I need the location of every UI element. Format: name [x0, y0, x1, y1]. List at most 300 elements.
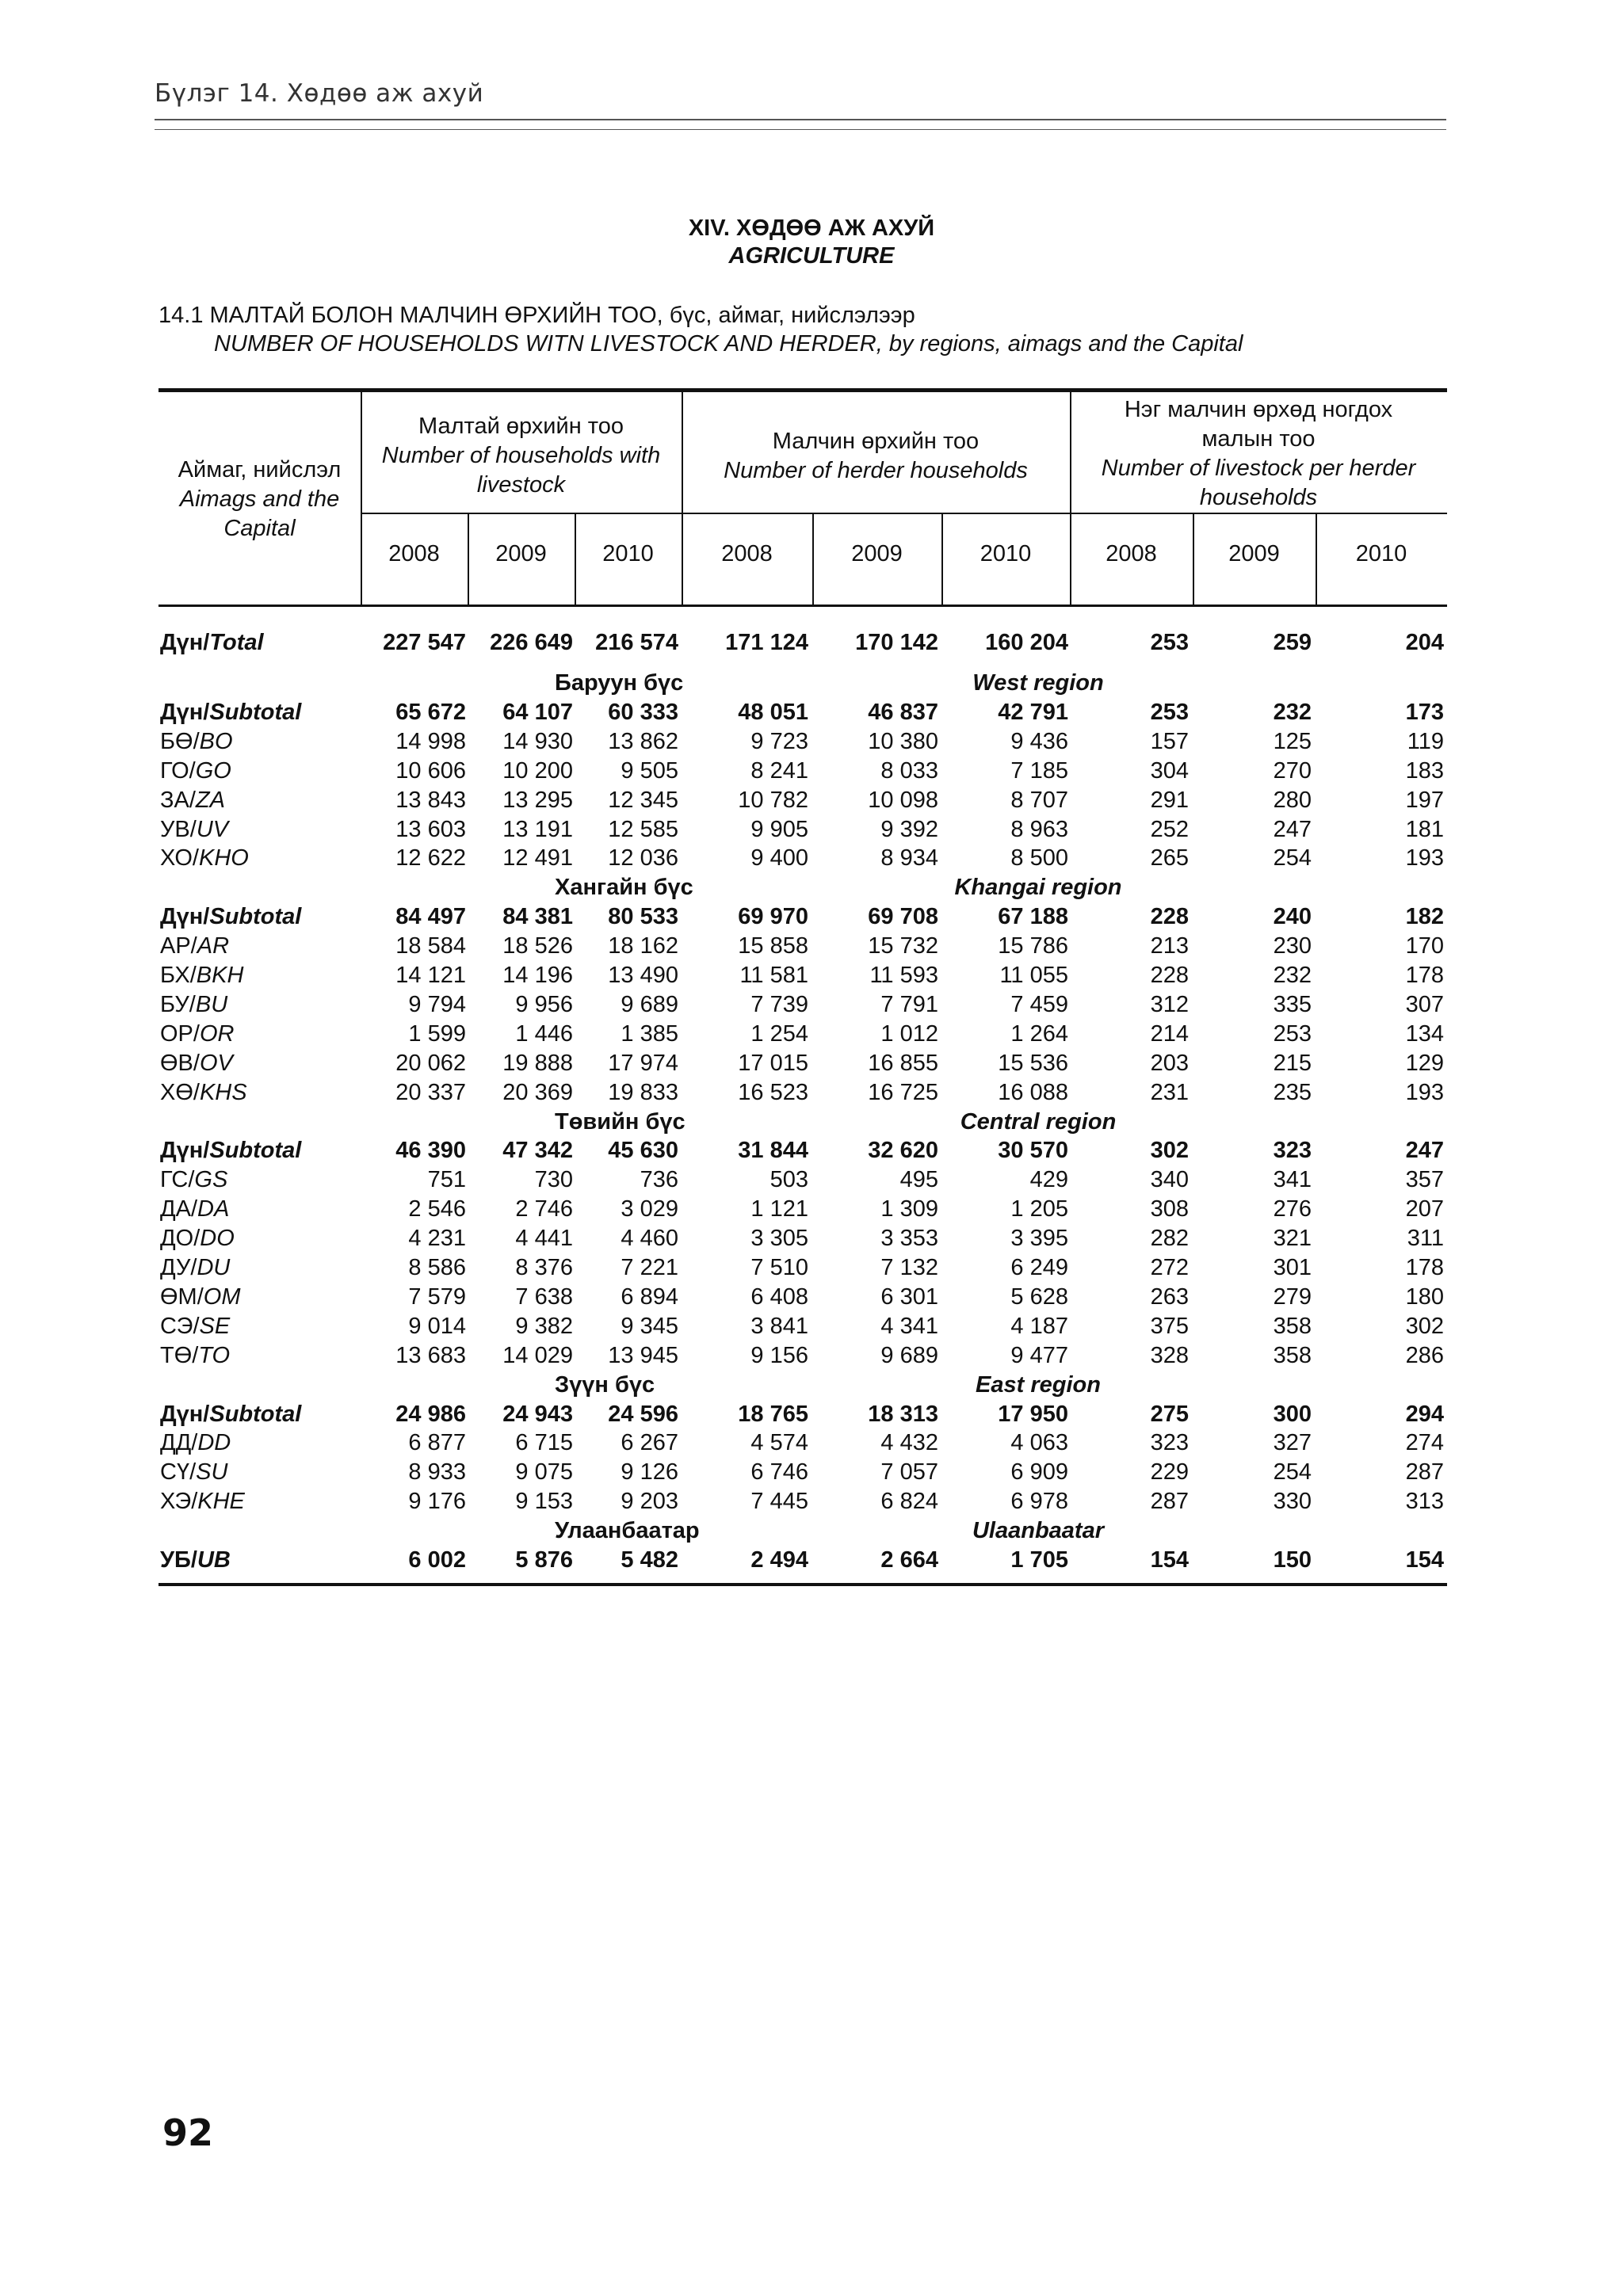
- table-cell: 9 203: [621, 1489, 678, 1515]
- table-cell: 12 345: [608, 787, 678, 813]
- table-cell: 6 877: [408, 1430, 466, 1456]
- table-cell: 30 570: [998, 1138, 1068, 1164]
- row-label: ТӨ/TO: [160, 1342, 231, 1368]
- table-cell: 330: [1273, 1489, 1312, 1515]
- table-cell: 240: [1273, 904, 1312, 930]
- table-cell: 228: [1150, 963, 1189, 988]
- year-header: 2008: [721, 541, 773, 566]
- row-label: ОР/OR: [160, 1020, 235, 1047]
- table-cell: 358: [1273, 1313, 1312, 1339]
- table-row: [158, 1021, 1447, 1051]
- table-row: [158, 1284, 1447, 1314]
- table-cell: 16 088: [998, 1079, 1068, 1105]
- subtotal-row: [158, 904, 1447, 933]
- table-cell: 7 459: [1010, 991, 1068, 1017]
- stub-header: Аймаг, нийслэл Aimags and the Capital: [178, 457, 342, 541]
- row-label: ӨМ/OM: [160, 1283, 241, 1310]
- row-label: Дүн/Subtotal: [160, 1138, 302, 1164]
- region-heading-en: West region: [972, 670, 1104, 696]
- table-row: [158, 992, 1447, 1021]
- table-cell: 9 176: [408, 1489, 466, 1515]
- table-cell: 20 337: [395, 1079, 466, 1105]
- region-heading-en: Ulaanbaatar: [972, 1518, 1104, 1544]
- table-cell: 157: [1150, 728, 1189, 754]
- table-cell: 9 794: [408, 991, 466, 1017]
- table-cell: 15 536: [998, 1050, 1068, 1076]
- table-cell: 247: [1405, 1138, 1444, 1164]
- row-label: ДД/DD: [160, 1430, 231, 1456]
- year-header: 2008: [388, 541, 440, 566]
- table-cell: 18 526: [502, 933, 573, 959]
- table-cell: 24 986: [395, 1401, 466, 1427]
- table-cell: 253: [1150, 630, 1189, 655]
- table-cell: 14 998: [395, 728, 466, 754]
- table-cell: 230: [1273, 933, 1312, 959]
- table-cell: 17 950: [998, 1401, 1068, 1427]
- table-cell: 19 888: [502, 1050, 573, 1076]
- table-cell: 6 267: [621, 1430, 678, 1456]
- table-cell: 10 098: [868, 787, 938, 813]
- table-cell: 272: [1150, 1255, 1189, 1280]
- table-cell: 6 746: [750, 1459, 808, 1486]
- table-cell: 216 574: [595, 630, 678, 655]
- table-cell: 6 978: [1010, 1489, 1068, 1515]
- table-cell: 13 490: [608, 963, 678, 988]
- table-cell: 232: [1273, 963, 1312, 988]
- table-cell: 10 200: [502, 757, 573, 784]
- table-cell: 340: [1150, 1167, 1189, 1193]
- table-cell: 7 739: [750, 991, 808, 1017]
- section-title-mn: XIV. ХӨДӨӨ АЖ АХУЙ: [688, 215, 935, 241]
- subtotal-row: [158, 1402, 1447, 1431]
- table-cell: 4 187: [1010, 1313, 1068, 1339]
- table-cell: 154: [1405, 1547, 1444, 1573]
- row-label: Дүн/Subtotal: [160, 904, 302, 930]
- table-cell: 197: [1405, 787, 1444, 813]
- table-cell: 1 309: [880, 1196, 938, 1222]
- table-cell: 129: [1405, 1050, 1444, 1076]
- table-cell: 503: [769, 1167, 808, 1193]
- table-cell: 226 649: [490, 630, 573, 655]
- table-cell: 6 894: [621, 1283, 678, 1310]
- table-cell: 263: [1150, 1283, 1189, 1310]
- table-cell: 9 956: [515, 991, 573, 1017]
- row-label: УВ/UV: [160, 816, 229, 842]
- table-cell: 182: [1405, 904, 1444, 930]
- table-cell: 193: [1405, 845, 1444, 871]
- table-cell: 1 446: [515, 1020, 573, 1047]
- year-header: 2009: [495, 541, 547, 566]
- section-title-en: AGRICULTURE: [728, 243, 895, 269]
- table-row: [158, 758, 1447, 788]
- table-cell: 1 121: [750, 1196, 808, 1222]
- table-cell: 253: [1273, 1020, 1312, 1047]
- table-cell: 119: [1407, 728, 1444, 754]
- table-row: [158, 1459, 1447, 1489]
- table-cell: 301: [1273, 1255, 1312, 1280]
- table-cell: 227 547: [383, 630, 466, 655]
- table-cell: 5 628: [1010, 1283, 1068, 1310]
- table-cell: 7 791: [880, 991, 938, 1017]
- table-cell: 9 345: [621, 1313, 678, 1339]
- table-cell: 2 664: [880, 1547, 938, 1573]
- table-cell: 19 833: [608, 1079, 678, 1105]
- table-cell: 11 581: [739, 963, 808, 988]
- table-cell: 4 341: [880, 1313, 938, 1339]
- row-label: БӨ/BO: [160, 728, 233, 754]
- table-cell: 327: [1273, 1430, 1312, 1456]
- row-label: ДО/DO: [160, 1226, 235, 1252]
- table-cell: 730: [534, 1167, 573, 1193]
- table-cell: 429: [1029, 1167, 1068, 1193]
- table-cell: 254: [1273, 845, 1312, 871]
- table-cell: 7 221: [621, 1255, 678, 1280]
- group-livestock-per-herder: Нэг малчин өрхөд ногдох малын тоо Number of livestock per herder households: [1101, 397, 1416, 510]
- table-cell: 84 381: [502, 904, 573, 930]
- row-label: ХЭ/KHE: [160, 1489, 245, 1515]
- table-cell: 16 725: [868, 1079, 938, 1105]
- table-cell: 358: [1273, 1342, 1312, 1368]
- region-heading-en: Central region: [960, 1108, 1117, 1135]
- chapter-header: Бүлэг 14. Хөдөө аж ахуй: [155, 79, 484, 108]
- table-row: [158, 1080, 1447, 1109]
- table-cell: 300: [1273, 1401, 1312, 1427]
- row-label: УБ/UB: [160, 1547, 231, 1573]
- table-row: [158, 788, 1447, 817]
- group-herder-households: Малчин өрхийн тоо Number of herder households: [724, 429, 1028, 483]
- table-cell: 18 765: [738, 1401, 808, 1427]
- table-cell: 8 933: [408, 1459, 466, 1486]
- table-cell: 11 593: [869, 963, 938, 988]
- table-cell: 15 858: [738, 933, 808, 959]
- table-cell: 10 782: [738, 787, 808, 813]
- table-cell: 357: [1405, 1167, 1444, 1193]
- table-row: [158, 1430, 1447, 1459]
- table-cell: 270: [1273, 757, 1312, 784]
- table-cell: 275: [1150, 1401, 1189, 1427]
- table-cell: 6 715: [515, 1430, 573, 1456]
- table-cell: 323: [1273, 1138, 1312, 1164]
- table-cell: 1 254: [750, 1020, 808, 1047]
- table-cell: 2 746: [515, 1196, 573, 1222]
- table-cell: 9 723: [750, 728, 808, 754]
- table-cell: 1 385: [621, 1020, 678, 1047]
- table-cell: 294: [1405, 1401, 1444, 1427]
- table-cell: 31 844: [738, 1138, 808, 1164]
- table-cell: 3 353: [880, 1226, 938, 1252]
- table-cell: 181: [1405, 816, 1444, 842]
- table-cell: 178: [1405, 963, 1444, 988]
- table-cell: 3 841: [750, 1313, 808, 1339]
- table-cell: 279: [1273, 1283, 1312, 1310]
- table-cell: 20 062: [395, 1050, 466, 1076]
- row-label: Дүн/Total: [160, 630, 264, 655]
- table-cell: 45 630: [608, 1138, 678, 1164]
- table-cell: 6 002: [408, 1547, 466, 1573]
- table-cell: 265: [1150, 845, 1189, 871]
- table-cell: 13 191: [502, 816, 573, 842]
- table-cell: 304: [1150, 757, 1189, 784]
- table-cell: 67 188: [998, 904, 1068, 930]
- table-cell: 14 121: [395, 963, 466, 988]
- table-cell: 9 382: [515, 1313, 573, 1339]
- table-cell: 9 156: [750, 1342, 808, 1368]
- table-cell: 254: [1273, 1459, 1312, 1486]
- table-cell: 751: [427, 1167, 466, 1193]
- table-cell: 14 930: [502, 728, 573, 754]
- year-header: 2010: [1355, 541, 1407, 566]
- table-cell: 1 705: [1010, 1547, 1068, 1573]
- table-cell: 7 132: [880, 1255, 938, 1280]
- table-cell: 4 441: [515, 1226, 573, 1252]
- row-label: ДА/DA: [160, 1196, 230, 1222]
- table-cell: 308: [1150, 1196, 1189, 1222]
- table-title-mn: 14.1 МАЛТАЙ БОЛОН МАЛЧИН ӨРХИЙН ТОО, бүс, аймаг, нийслэлээр: [158, 303, 915, 328]
- table-cell: 48 051: [738, 699, 808, 725]
- table-cell: 15 786: [998, 933, 1068, 959]
- table-row: [158, 1314, 1447, 1343]
- table-cell: 287: [1150, 1489, 1189, 1515]
- table-cell: 9 014: [408, 1313, 466, 1339]
- row-label: ГС/GS: [160, 1167, 228, 1193]
- table-cell: 231: [1150, 1079, 1189, 1105]
- subtotal-row: [158, 700, 1447, 729]
- table-cell: 232: [1273, 699, 1312, 725]
- table-title-en: NUMBER OF HOUSEHOLDS WITN LIVESTOCK AND HERDER, by regions, aimags and the Capital: [214, 331, 1243, 357]
- year-header: 2009: [1228, 541, 1280, 566]
- region-heading-mn: Хангайн бүс: [555, 875, 693, 901]
- table-cell: 6 909: [1010, 1459, 1068, 1486]
- row-label: ХО/KHO: [160, 845, 249, 871]
- table-cell: 8 376: [515, 1255, 573, 1280]
- table-cell: 1 599: [408, 1020, 466, 1047]
- row-label: Дүн/Subtotal: [160, 699, 302, 725]
- table-cell: 18 584: [395, 933, 466, 959]
- table-cell: 6 249: [1010, 1255, 1068, 1280]
- row-label: СҮ/SU: [160, 1459, 228, 1486]
- table-cell: 13 843: [395, 787, 466, 813]
- table-cell: 229: [1150, 1459, 1189, 1486]
- table-cell: 42 791: [998, 699, 1068, 725]
- table-cell: 321: [1273, 1226, 1312, 1252]
- table-cell: 4 231: [408, 1226, 466, 1252]
- table-cell: 14 029: [502, 1342, 573, 1368]
- row-label: ХӨ/KHS: [160, 1079, 247, 1105]
- table-cell: 5 482: [621, 1547, 678, 1573]
- total-row: [158, 630, 1447, 659]
- table-cell: 12 491: [502, 845, 573, 871]
- table-row: [158, 817, 1447, 846]
- table-cell: 17 974: [608, 1050, 678, 1076]
- table-cell: 16 855: [868, 1050, 938, 1076]
- year-header: 2008: [1106, 541, 1157, 566]
- table-cell: 47 342: [502, 1138, 573, 1164]
- table-cell: 9 689: [880, 1342, 938, 1368]
- table-cell: 9 436: [1010, 728, 1068, 754]
- row-label: ӨВ/OV: [160, 1050, 233, 1076]
- table-header: [158, 388, 1447, 607]
- table-cell: 4 432: [880, 1430, 938, 1456]
- table-cell: 495: [899, 1167, 938, 1193]
- table-cell: 2 546: [408, 1196, 466, 1222]
- table-cell: 2 494: [750, 1547, 808, 1573]
- table-cell: 1 264: [1010, 1020, 1068, 1047]
- table-cell: 24 943: [502, 1401, 573, 1427]
- table-cell: 170 142: [855, 630, 938, 655]
- table-cell: 235: [1273, 1079, 1312, 1105]
- table-cell: 10 380: [868, 728, 938, 754]
- table-cell: 214: [1150, 1020, 1189, 1047]
- region-heading-mn: Төвийн бүс: [555, 1108, 685, 1135]
- page-number: 92: [162, 2111, 214, 2154]
- table-cell: 84 497: [395, 904, 466, 930]
- table-cell: 134: [1405, 1020, 1444, 1047]
- table-cell: 15 732: [868, 933, 938, 959]
- table-row: [158, 933, 1447, 963]
- table-cell: 7 510: [750, 1255, 808, 1280]
- table-cell: 12 622: [395, 845, 466, 871]
- region-heading-en: Khangai region: [954, 875, 1122, 901]
- region-heading-mn: Зүүн бүс: [555, 1371, 655, 1398]
- table-row: [158, 1343, 1447, 1372]
- table-cell: 14 196: [502, 963, 573, 988]
- table-cell: 204: [1405, 630, 1444, 655]
- table-cell: 8 586: [408, 1255, 466, 1280]
- table-row: [158, 729, 1447, 758]
- subtotal-row: [158, 1138, 1447, 1167]
- year-header: 2010: [980, 541, 1032, 566]
- table-cell: 13 862: [608, 728, 678, 754]
- table-cell: 4 460: [621, 1226, 678, 1252]
- table-cell: 9 477: [1010, 1342, 1068, 1368]
- table-cell: 253: [1150, 699, 1189, 725]
- table-row: [158, 1489, 1447, 1518]
- row-label: СЭ/SE: [160, 1313, 231, 1339]
- table-cell: 64 107: [502, 699, 573, 725]
- table-cell: 9 505: [621, 757, 678, 784]
- table-cell: 183: [1405, 757, 1444, 784]
- table-cell: 10 606: [395, 757, 466, 784]
- table-cell: 335: [1273, 991, 1312, 1017]
- table-cell: 228: [1150, 904, 1189, 930]
- table-cell: 13 603: [395, 816, 466, 842]
- table-cell: 9 075: [515, 1459, 573, 1486]
- table-cell: 60 333: [608, 699, 678, 725]
- table-cell: 215: [1273, 1050, 1312, 1076]
- table-cell: 9 905: [750, 816, 808, 842]
- table-cell: 4 574: [750, 1430, 808, 1456]
- table-cell: 9 689: [621, 991, 678, 1017]
- table-cell: 259: [1273, 630, 1312, 655]
- table-cell: 1 205: [1010, 1196, 1068, 1222]
- table-cell: 80 533: [608, 904, 678, 930]
- table-cell: 8 963: [1010, 816, 1068, 842]
- region-heading-mn: Баруун бүс: [555, 670, 684, 696]
- table-cell: 736: [640, 1167, 678, 1193]
- table-cell: 328: [1150, 1342, 1189, 1368]
- table-cell: 32 620: [868, 1138, 938, 1164]
- table-cell: 3 395: [1010, 1226, 1068, 1252]
- table-cell: 18 162: [608, 933, 678, 959]
- table-cell: 7 445: [750, 1489, 808, 1515]
- table-cell: 16 523: [738, 1079, 808, 1105]
- table-cell: 13 295: [502, 787, 573, 813]
- table-row: [158, 1196, 1447, 1226]
- table-cell: 13 945: [608, 1342, 678, 1368]
- table-cell: 13 683: [395, 1342, 466, 1368]
- table-cell: 150: [1273, 1547, 1312, 1573]
- table-cell: 9 153: [515, 1489, 573, 1515]
- table-cell: 12 036: [608, 845, 678, 871]
- table-cell: 8 500: [1010, 845, 1068, 871]
- table-cell: 247: [1273, 816, 1312, 842]
- table-cell: 69 970: [738, 904, 808, 930]
- table-cell: 280: [1273, 787, 1312, 813]
- table-cell: 282: [1150, 1226, 1189, 1252]
- table-cell: 125: [1273, 728, 1312, 754]
- table-cell: 207: [1405, 1196, 1444, 1222]
- region-heading-en: East region: [976, 1371, 1101, 1398]
- table-cell: 160 204: [985, 630, 1068, 655]
- table-cell: 6 301: [880, 1283, 938, 1310]
- table-cell: 312: [1150, 991, 1189, 1017]
- table-cell: 171 124: [725, 630, 808, 655]
- table-cell: 9 392: [880, 816, 938, 842]
- table-cell: 302: [1150, 1138, 1189, 1164]
- table-cell: 323: [1150, 1430, 1189, 1456]
- table-cell: 7 185: [1010, 757, 1068, 784]
- row-label: ДУ/DU: [160, 1255, 231, 1280]
- table-cell: 3 305: [750, 1226, 808, 1252]
- row-label: БУ/BU: [160, 991, 228, 1017]
- table-cell: 302: [1405, 1313, 1444, 1339]
- table-row: [158, 845, 1447, 875]
- table-cell: 252: [1150, 816, 1189, 842]
- table-cell: 274: [1405, 1430, 1444, 1456]
- table-cell: 11 055: [999, 963, 1068, 988]
- row-label: Дүн/Subtotal: [160, 1401, 302, 1427]
- table-cell: 18 313: [868, 1401, 938, 1427]
- table-cell: 8 241: [750, 757, 808, 784]
- table-cell: 8 707: [1010, 787, 1068, 813]
- table-cell: 313: [1405, 1489, 1444, 1515]
- group-households-livestock: Малтай өрхийн тоо Number of households with livestock: [381, 414, 661, 498]
- table-row: [158, 1167, 1447, 1196]
- table-cell: 12 585: [608, 816, 678, 842]
- table-cell: 7 057: [880, 1459, 938, 1486]
- year-header: 2010: [602, 541, 654, 566]
- table-cell: 4 063: [1010, 1430, 1068, 1456]
- table-cell: 5 876: [515, 1547, 573, 1573]
- row-label: ГО/GO: [160, 757, 231, 784]
- table-cell: 24 596: [608, 1401, 678, 1427]
- table-cell: 7 579: [408, 1283, 466, 1310]
- row-label: БХ/BKH: [160, 963, 244, 988]
- table-cell: 6 408: [750, 1283, 808, 1310]
- table-row: [158, 1547, 1447, 1577]
- row-label: АР/AR: [160, 933, 230, 959]
- table-cell: 6 824: [880, 1489, 938, 1515]
- table-row: [158, 1226, 1447, 1255]
- table-cell: 286: [1405, 1342, 1444, 1368]
- table-cell: 341: [1273, 1167, 1312, 1193]
- table-row: [158, 1255, 1447, 1284]
- header-rule: [155, 119, 1446, 120]
- year-header: 2009: [851, 541, 903, 566]
- region-heading-mn: Улаанбаатар: [555, 1518, 700, 1544]
- table-cell: 193: [1405, 1079, 1444, 1105]
- table-cell: 307: [1405, 991, 1444, 1017]
